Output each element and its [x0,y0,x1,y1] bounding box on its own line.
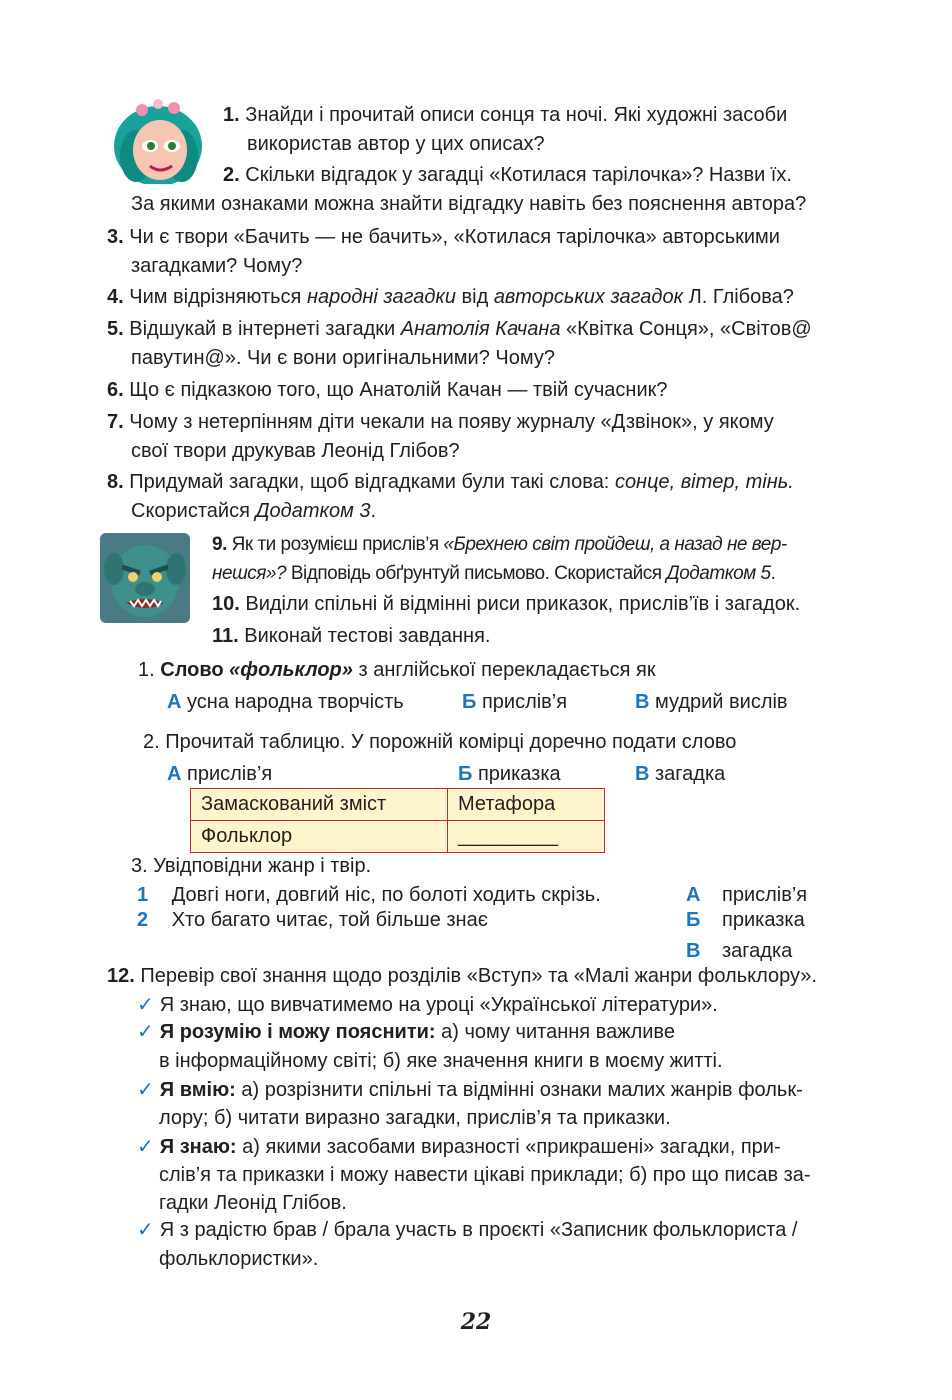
question-text: . [770,563,776,584]
checklist-item-1 [137,991,718,1020]
question-text: Придумай загадки, щоб відгадками були такі слова: [129,471,615,493]
question-text: Скільки відгадок у загадці «Котилася тарілочка»? Назви їх. [245,164,792,186]
table-cell: Метафора [448,789,605,821]
test-text: з англійської перекладається як [352,659,656,681]
question-4 [107,283,794,312]
question-1 [223,101,787,130]
emphasis: авторських загадок [493,286,684,308]
table-row [191,821,605,853]
question-number: 2. [223,164,240,186]
item-number: 2 [137,909,149,931]
question-text: Скористайся [131,500,256,522]
item-text: Хто багато читає, той більше знає [171,909,488,931]
question-text: Що є підказкою того, що Анатолій Качан — твій сучасник? [129,379,668,401]
option-text: прислів’я [722,884,808,906]
test-1-option-b[interactable] [462,688,567,717]
checklist-item-4-line2: слів’я та приказки і можу навести цікаві приклади; б) про що писав за- [159,1164,811,1186]
emphasis: Анатолія Качана [400,318,561,340]
option-text: загадка [655,763,726,785]
option-letter: А [686,884,701,906]
proverb: нешся»? [212,563,287,584]
checklist-label: Я розумію і можу пояснити: [159,1021,436,1043]
question-number: 3. [107,226,124,248]
option-letter: Б [686,909,701,931]
test-1-option-a[interactable] [167,688,404,717]
test-2-table [190,788,605,853]
question-text: Чим відрізняються [129,286,307,308]
question-9 [212,530,787,559]
question-text: Виділи спільні й відмінні риси приказок, прислів’їв і загадок. [245,593,801,615]
table-cell: Замаскований зміст [191,789,448,821]
question-2 [223,161,792,190]
question-5-line2: павутин@». Чи є вони оригінальними? Чому? [131,347,555,369]
fairy-girl-illustration [112,96,204,184]
question-6 [107,376,668,405]
option-letter: В [635,763,650,785]
question-text: Чому з нетерпінням діти чекали на появу журналу «Дзвінок», у якому [129,411,774,433]
test-number: 1. [138,659,155,681]
question-text: Виконай тестові завдання. [244,625,491,647]
checklist-label: Я вмію: [159,1079,236,1101]
checkmark-icon: ✓ [137,1219,154,1241]
question-text: від [455,286,494,308]
option-letter: В [635,691,650,713]
test-2-option-a[interactable] [167,760,272,789]
question-number: 4. [107,286,124,308]
emphasis: Додатком 5 [666,563,771,584]
question-number: 6. [107,379,124,401]
checkmark-icon: ✓ [137,1021,154,1043]
option-text: усна народна творчість [187,691,404,713]
question-2-line2: За якими ознаками можна знайти відгадку навіть без пояснення автора? [131,193,807,215]
question-8-line2 [131,497,376,526]
question-text: Л. Глібова? [683,286,794,308]
option-text: приказка [477,763,561,785]
question-text: Перевір свої знання щодо розділів «Вступ» та «Малі жанри фольклору». [140,965,817,987]
checklist-item-2-line2: в інформаційному світі; б) яке значення книги в моєму житті. [159,1050,723,1072]
test-2-stem: 2. Прочитай таблицю. У порожній комірці доречно подати слово [143,731,737,753]
option-text: мудрий вислів [655,691,788,713]
question-number: 5. [107,318,124,340]
emphasis: сонце, вітер, тінь. [614,471,794,493]
question-text: «Квітка Сонця», «Світов@ [560,318,812,340]
test-2-option-c[interactable] [635,760,725,789]
question-number: 7. [107,411,124,433]
test-1-option-c[interactable] [635,688,788,717]
table-cell-blank: _________ [448,821,605,853]
question-8 [107,468,794,497]
checkmark-icon: ✓ [137,1079,154,1101]
question-text: Відповідь обґрунтуй письмово. Скористайся [286,563,667,584]
question-3 [107,223,780,252]
checklist-text: Я знаю, що вивчатимемо на уроці «Української літератури». [159,994,718,1016]
option-letter: Б [462,691,477,713]
question-11 [212,622,490,651]
option-text: загадка [722,940,793,962]
question-7 [107,408,774,437]
question-1-line2: використав автор у цих описах? [247,133,545,155]
test-keyword: Слово [160,659,224,681]
question-text: . [370,500,377,522]
test-3-stem: 3. Увідповідни жанр і твір. [131,855,372,877]
question-3-line2: загадками? Чому? [131,255,303,277]
checklist-item-3-line2: лору; б) читати виразно загадки, прислів’я та приказки. [159,1107,671,1129]
checkmark-icon: ✓ [137,1136,154,1158]
table-row [191,789,605,821]
checklist-item-2 [137,1018,675,1047]
question-text: Знайди і прочитай описи сонця та ночі. Які художні засоби [245,104,788,126]
option-text: приказка [722,909,805,931]
question-12 [107,962,817,991]
checklist-text: а) розрізнити спільні та відмінні ознаки малих жанрів фольк- [235,1079,803,1101]
table-cell: Фольклор [191,821,448,853]
question-5 [107,315,812,344]
checklist-item-4 [137,1133,781,1162]
checkmark-icon: ✓ [137,994,154,1016]
question-text: Як ти розумієш прислів’я [231,534,444,555]
checklist-item-3 [137,1076,803,1105]
emphasis: народні загадки [306,286,456,308]
test-1-stem [138,656,656,685]
option-text: прислів’я [187,763,273,785]
option-text: прислів’я [481,691,568,713]
question-9-line2 [212,559,775,588]
test-3-item-2 [137,906,488,935]
proverb: «Брехнею світ пройдеш, а назад не вер- [443,534,787,555]
checklist-text: а) якими засобами виразності «прикрашені» загадки, при- [236,1136,781,1158]
question-7-line2: свої твори друкував Леонід Глібов? [131,440,460,462]
question-number: 1. [223,104,240,126]
checklist-label: Я знаю: [159,1136,237,1158]
question-number: 10. [212,593,240,615]
test-2-option-b[interactable] [458,760,561,789]
question-number: 11. [212,625,239,647]
option-letter: А [167,691,182,713]
option-letter: А [167,763,182,785]
question-text: Відшукай в інтернеті загадки [129,318,401,340]
emphasis: Додатком 3 [255,500,371,522]
page-number: 22 [460,1309,492,1335]
question-number: 9. [212,534,227,555]
checklist-text: Я з радістю брав / брала участь в проєкті «Записник фольклориста / [159,1219,798,1241]
checklist-text: а) чому читання важливе [435,1021,675,1043]
question-number: 12. [107,965,135,987]
test-term: «фольклор» [229,659,353,681]
question-number: 8. [107,471,124,493]
question-text: Чи є твори «Бачить — не бачить», «Котилася тарілочка» авторськими [129,226,780,248]
item-number: 1 [137,884,149,906]
test-3-answer-b[interactable] [686,906,805,935]
troll-illustration [100,533,190,623]
checklist-item-4-line3: гадки Леонід Глібов. [159,1192,347,1214]
item-text: Довгі ноги, довгий ніс, по болоті ходить скрізь. [171,884,601,906]
checklist-item-5 [137,1216,797,1245]
option-letter: Б [458,763,473,785]
question-10 [212,590,800,619]
option-letter: В [686,940,701,962]
checklist-item-5-line2: фольклористки». [159,1248,319,1270]
